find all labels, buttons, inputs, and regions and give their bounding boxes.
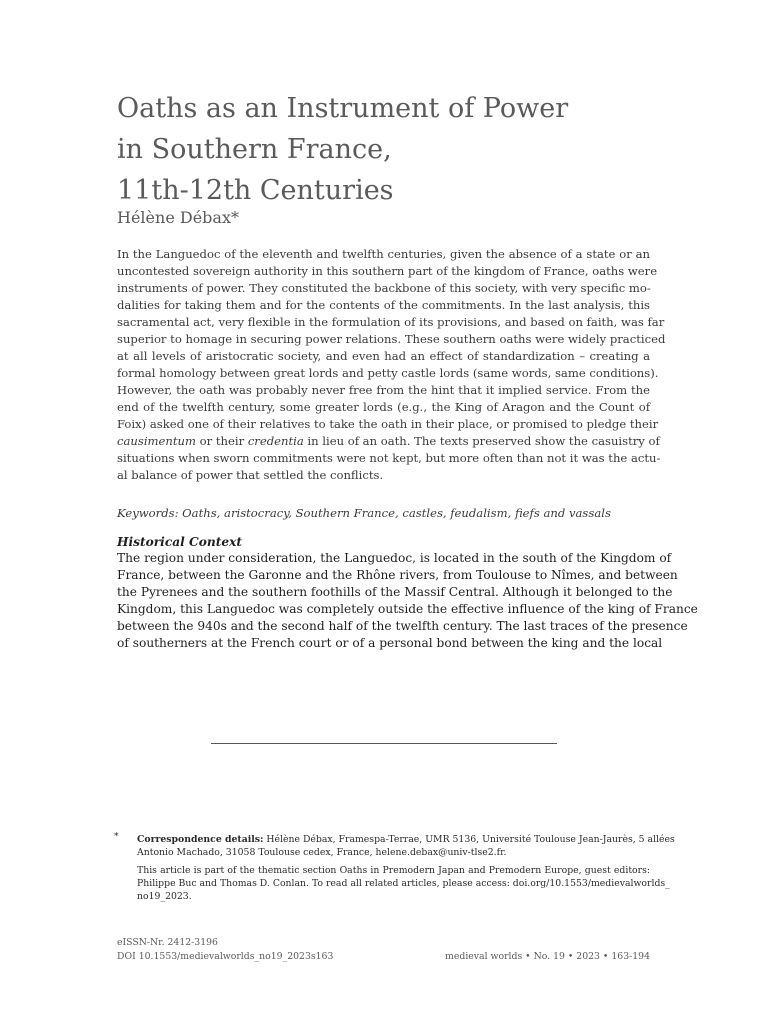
article-title <box>117 88 677 211</box>
abstract-line: at all levels of aristocratic society, and even had an effect of standardization – creating a <box>117 349 650 363</box>
body-line: The region under consideration, the Languedoc, is located in the south of the Kingdom of <box>117 551 672 565</box>
title-line-2: in Southern France, <box>117 134 392 165</box>
abstract-line: al balance of power that settled the conflicts. <box>117 468 384 482</box>
abstract-line <box>117 433 660 450</box>
footnote-line: Antonio Machado, 31058 Toulouse cedex, France, helene.debax@univ-tlse2.fr. <box>137 847 507 858</box>
author-name: Hélène Débax* <box>117 208 239 227</box>
abstract <box>117 246 666 484</box>
footnote-marker: * <box>114 832 119 842</box>
body-line: the Pyrenees and the southern foothills of the Massif Central. Although it belonged to the <box>117 585 673 599</box>
abstract-line: In the Languedoc of the eleventh and twelfth centuries, given the absence of a state or an <box>117 247 650 261</box>
title-line-3: 11th-12th Centuries <box>117 175 394 206</box>
body-line: of southerners at the French court or of a personal bond between the king and the local <box>117 636 663 650</box>
abstract-line: end of the twelfth century, some greater lords (e.g., the King of Aragon and the Count of <box>117 400 650 414</box>
abstract-line: instruments of power. They constituted the backbone of this society, with very specific mo- <box>117 281 651 295</box>
footnote-label: Correspondence details: <box>137 834 264 845</box>
abstract-text: in lieu of an oath. The texts preserved show the casuistry of <box>303 434 660 448</box>
abstract-line: uncontested sovereign authority in this southern part of the kingdom of France, oaths were <box>117 264 658 278</box>
doi: DOI 10.1553/medievalworlds_no19_2023s163 <box>117 951 334 962</box>
journal-citation: medieval worlds • No. 19 • 2023 • 163-194 <box>445 951 650 962</box>
title-line-1: Oaths as an Instrument of Power <box>117 93 569 124</box>
abstract-line: Foix) asked one of their relatives to take the oath in their place, or promised to pledge their <box>117 417 659 431</box>
footnote-text: Hélène Débax, Framespa-Terrae, UMR 5136, Université Toulouse Jean-Jaurès, 5 allées <box>263 834 675 845</box>
footnote-line: Philippe Buc and Thomas D. Conlan. To read all related articles, please access: doi.org/10.1553/medievalworlds_ <box>137 878 670 889</box>
footnote-correspondence <box>137 833 675 859</box>
footnote-thematic-section <box>137 864 670 903</box>
footnote-separator <box>211 743 557 744</box>
body-line: France, between the Garonne and the Rhône rivers, from Toulouse to Nîmes, and between <box>117 568 678 582</box>
abstract-line: formal homology between great lords and petty castle lords (same words, same conditions). <box>117 366 659 380</box>
latin-term-credentia: credentia <box>247 434 304 448</box>
footnote-line: This article is part of the thematic section Oaths in Premodern Japan and Premodern Europe, guest editors: <box>137 865 650 876</box>
body-paragraph <box>117 550 698 652</box>
abstract-line: sacramental act, very flexible in the formulation of its provisions, and based on faith, was far <box>117 315 665 329</box>
abstract-line: dalities for taking them and for the contents of the commitments. In the last analysis, this <box>117 298 650 312</box>
body-line: Kingdom, this Languedoc was completely outside the effective influence of the king of France <box>117 602 698 616</box>
issn: eISSN-Nr. 2412-3196 <box>117 937 218 948</box>
keywords: Keywords: Oaths, aristocracy, Southern France, castles, feudalism, fiefs and vassals <box>117 506 611 520</box>
abstract-line: situations when sworn commitments were not kept, but more often than not it was the actu- <box>117 451 661 465</box>
footer-identifiers <box>117 936 333 964</box>
latin-term-causimentum: causimentum <box>117 434 196 448</box>
abstract-text: or their <box>195 434 248 448</box>
abstract-line: However, the oath was probably never free from the hint that it implied service. From the <box>117 383 650 397</box>
abstract-line: superior to homage in securing power relations. These southern oaths were widely practiced <box>117 332 666 346</box>
footnote-line <box>137 833 675 846</box>
body-line: between the 940s and the second half of the twelfth century. The last traces of the presence <box>117 619 688 633</box>
section-heading: Historical Context <box>117 535 242 549</box>
footnote-line: no19_2023. <box>137 891 192 902</box>
